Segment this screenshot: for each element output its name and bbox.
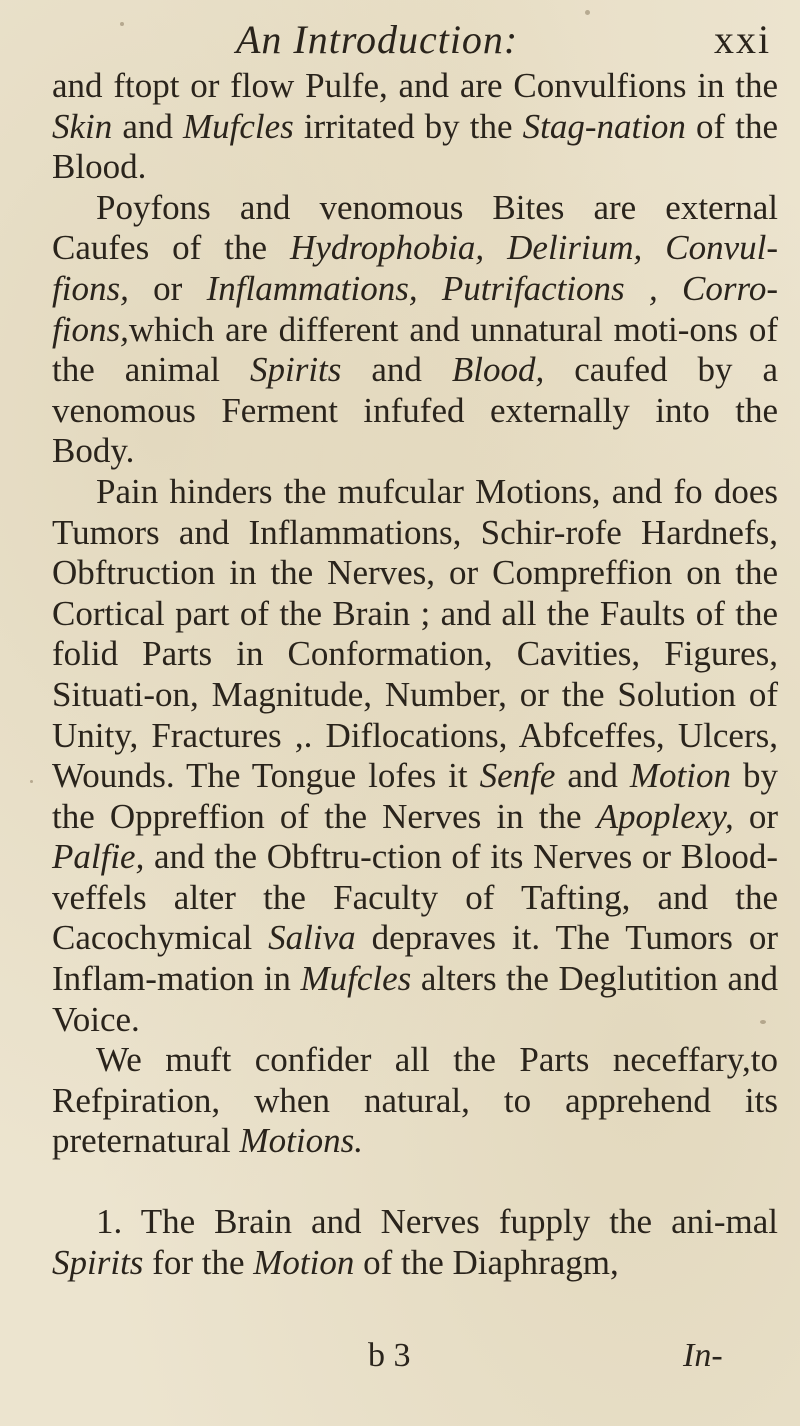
paper-speck: [760, 1020, 766, 1024]
text-run: and ftopt or flow Pulfe, and are Convulfions in the: [52, 66, 778, 105]
italic-text: Apoplexy,: [596, 796, 734, 836]
italic-text: Saliva: [268, 918, 356, 958]
italic-text: Stag-nation: [522, 106, 686, 146]
paragraph: [52, 472, 778, 1040]
text-run: 1. The Brain and Nerves fupply the ani-mal: [96, 1202, 778, 1242]
text-run: or: [733, 796, 779, 836]
text-run: Pain hinders the mufcular Motions, and fo does Tumors and Inflammations, Schir-rofe Hardnefs, Obftruction in the Nerves, or Compreffion on the Cortical part of the Brain ; and all the Faults of the folid Parts in Conformation, Cavities, Figures, Situati-on, Magnitude, Number, or the Solution of Unity, Fractures ,. Diflocations, Abfceffes, Ulcers, Wounds. The Tongue lofes it: [52, 471, 778, 796]
paper-speck: [30, 780, 33, 783]
text-run: by the Oppreffion of the Nerves in the: [52, 756, 778, 836]
text-run: which are different and unnatural moti-ons of the animal: [52, 309, 778, 390]
paper-speck: [120, 22, 124, 26]
italic-text: Senfe: [479, 756, 556, 796]
text-run: and: [341, 350, 452, 390]
paragraph: [52, 66, 778, 188]
text-run: Poyfons and venomous Bites are external Caufes of the: [52, 187, 778, 268]
italic-text: Motions.: [239, 1121, 364, 1161]
body-text: [52, 66, 778, 1283]
paper-speck: [585, 10, 590, 15]
text-run: of the Blood.: [52, 106, 778, 187]
text-run: and the Obftru-ction of its Nerves or Blood-veffels alter the Faculty of Tafting, and the Cacochymical: [52, 837, 778, 958]
italic-text: Inflammations, Putrifactions , Corro-fions,: [52, 268, 778, 349]
text-run: or: [128, 268, 207, 308]
italic-text: Spirits: [249, 350, 342, 390]
text-run: and: [555, 756, 630, 796]
page-footer: [0, 1334, 800, 1378]
text-run: caufed by a venomous Ferment infufed externally into the Body.: [52, 350, 778, 471]
paragraph: [52, 188, 778, 472]
italic-text: Motion: [629, 756, 732, 796]
italic-text: Blood,: [451, 350, 545, 390]
paragraph: [52, 1202, 778, 1283]
italic-text: Skin: [52, 106, 113, 146]
signature-mark: b 3: [368, 1337, 411, 1374]
page-number: xxi: [714, 17, 772, 62]
text-run: of the Diaphragm,: [354, 1242, 619, 1282]
running-title: An Introduction:: [236, 17, 519, 62]
italic-text: Mufcles: [182, 106, 294, 146]
italic-text: Hydrophobia, Delirium, Convul-fions,: [52, 228, 778, 308]
text-run: depraves it. The Tumors or Inflam-mation in: [52, 918, 778, 999]
italic-text: Motion: [253, 1242, 355, 1282]
paragraph-gap: [52, 1162, 778, 1202]
text-run: for the: [143, 1242, 254, 1282]
paragraph: [52, 1040, 778, 1162]
italic-text: Spirits: [52, 1242, 144, 1282]
text-run: irritated by the: [293, 106, 523, 146]
catchword: In-: [683, 1337, 723, 1374]
text-run: alters the Deglutition and Voice.: [52, 959, 778, 1039]
text-run: and: [112, 106, 183, 146]
italic-text: Mufcles: [300, 959, 412, 999]
italic-text: Palfie,: [52, 837, 145, 877]
text-run: We muft confider all the Parts neceffary,to Refpiration, when natural, to apprehend its preternatural: [52, 1040, 778, 1161]
